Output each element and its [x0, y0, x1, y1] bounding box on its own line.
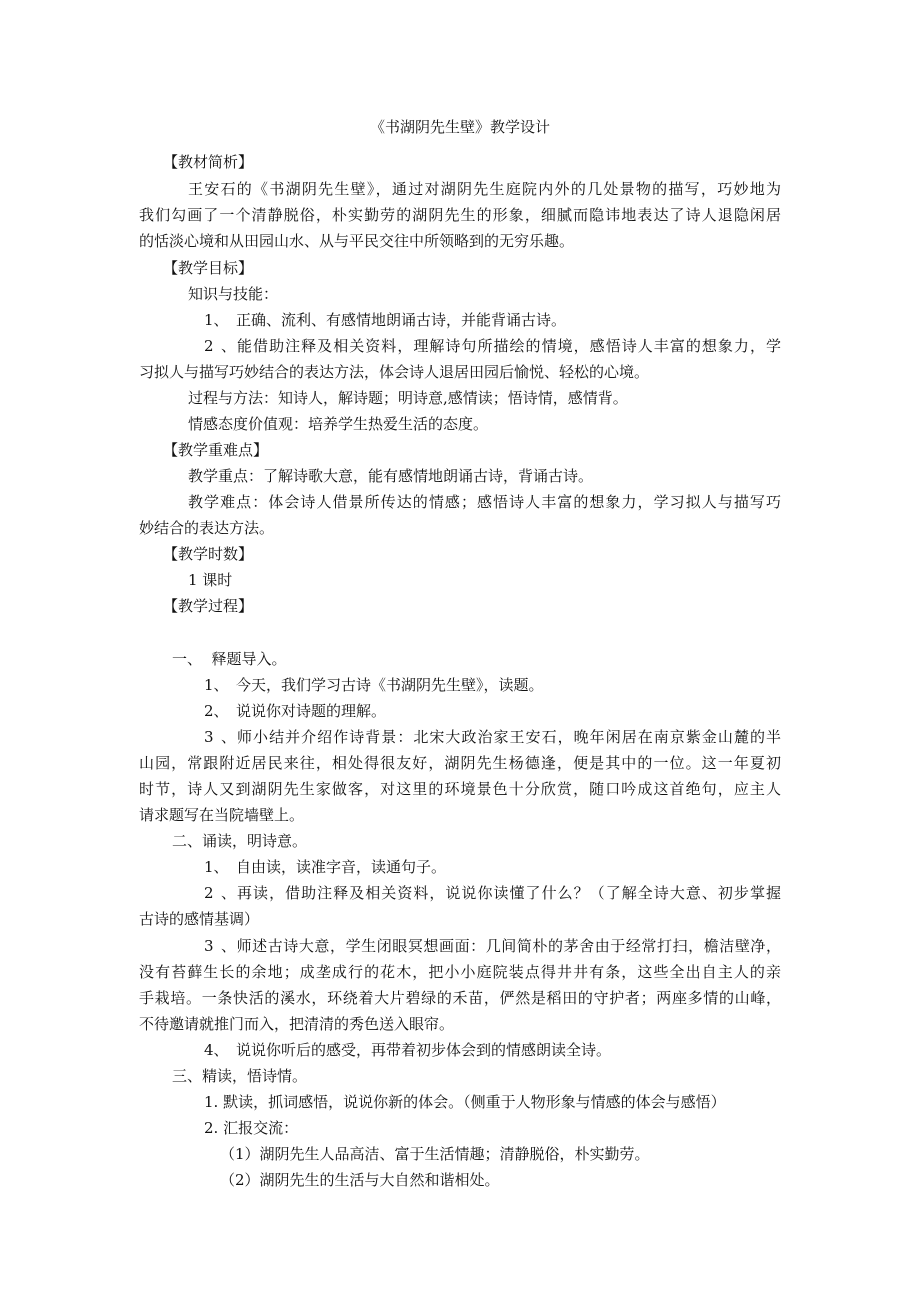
- keypoints-hard-continued: 妙结合的表达方法。: [139, 519, 275, 537]
- item-text: 说说你听后的感受，再带着初步体会到的情感朗读全诗。: [236, 1041, 612, 1059]
- step-item-continued: 时节，诗人又到湖阴先生家做客，对这里的环境景色十分欣赏，随口吟成这首绝句，应主人: [139, 780, 781, 798]
- item-number: 1、: [204, 676, 229, 694]
- step-item: [204, 675, 544, 695]
- step-item-continued: 不待邀请就推门而入，把清清的秀色送入眼帘。: [139, 1015, 455, 1033]
- analysis-paragraph-line: 王安石的《书湖阴先生壁》，通过对湖阴先生庭院内外的几处景物的描写，巧妙地为: [188, 180, 781, 198]
- item-number: 3、: [204, 728, 236, 746]
- keypoints-heading: 【教学重难点】: [163, 441, 269, 459]
- goals-emotion: 情感态度价值观：培养学生热爱生活的态度。: [188, 415, 489, 433]
- goals-process: 过程与方法：知诗人，解诗题；明诗意,感情读；悟诗情，感情背。: [188, 389, 628, 407]
- step-item: [204, 701, 386, 721]
- process-heading: 【教学过程】: [163, 597, 254, 615]
- item-number: 2、: [204, 884, 236, 902]
- step-item-continued: 手栽培。一条快活的溪水，环绕着大片碧绿的禾苗，俨然是稻田的守护者；两座多情的山峰，: [139, 989, 781, 1007]
- item-text: 今天，我们学习古诗《书湖阴先生壁》，读题。: [236, 676, 544, 694]
- analysis-heading: 【教材简析】: [163, 153, 254, 171]
- step-item: [204, 727, 781, 747]
- step-subitem: （1）湖阴先生人品高洁、富于生活情趣；清静脱俗，朴实勤劳。: [220, 1145, 650, 1163]
- goals-item: [204, 336, 781, 356]
- step-item-continued: 古诗的感情基调）: [139, 910, 260, 928]
- step-title: 三、精读，悟诗情。: [172, 1067, 308, 1085]
- step-item: [204, 883, 781, 903]
- item-number: 1、: [204, 858, 229, 876]
- item-number: 4、: [204, 1041, 229, 1059]
- page-title: 《书湖阴先生壁》教学设计: [369, 118, 550, 136]
- hours-value: 1 课时: [188, 571, 233, 589]
- step-item: [204, 936, 781, 956]
- item-text: 说说你对诗题的理解。: [236, 702, 387, 720]
- item-number: 3、: [204, 937, 236, 955]
- item-text: 再读，借助注释及相关资料，说说你读懂了什么？（了解全诗大意、初步掌握: [236, 884, 781, 902]
- step-subitem: （2）湖阴先生的生活与大自然和谐相处。: [220, 1171, 500, 1189]
- step-title: 一、 释题导入。: [172, 650, 287, 668]
- step-title: 二、诵读，明诗意。: [172, 832, 308, 850]
- item-text: 能借助注释及相关资料，理解诗句所描绘的情境，感悟诗人丰富的想象力，学: [236, 337, 781, 355]
- item-number: 2、: [204, 702, 229, 720]
- step-item: 1. 默读，抓词感悟，说说你新的体会。（侧重于人物形象与情感的体会与感悟）: [204, 1093, 726, 1111]
- step-item: 2. 汇报交流：: [204, 1119, 299, 1137]
- step-item: [204, 857, 446, 877]
- keypoints-hard: 教学难点：体会诗人借景所传达的情感；感悟诗人丰富的想象力，学习拟人与描写巧: [188, 493, 781, 511]
- keypoints-key: 教学重点：了解诗歌大意，能有感情地朗诵古诗，背诵古诗。: [188, 467, 594, 485]
- item-number: 1、: [204, 311, 229, 329]
- item-text: 正确、流利、有感情地朗诵古诗，并能背诵古诗。: [236, 311, 567, 329]
- step-item: [204, 1040, 611, 1060]
- hours-heading: 【教学时数】: [163, 545, 254, 563]
- item-text: 自由读，读准字音，读通句子。: [236, 858, 447, 876]
- goals-item-continued: 习拟人与描写巧妙结合的表达方法，体会诗人退居田园后愉悦、轻松的心境。: [139, 363, 650, 381]
- goals-item: [204, 310, 566, 330]
- analysis-paragraph-line: 我们勾画了一个清静脱俗，朴实勤劳的湖阴先生的形象，细腻而隐讳地表达了诗人退隐闲居: [139, 206, 781, 224]
- item-text: 师述古诗大意，学生闭眼冥想画面：几间简朴的茅舍由于经常打扫，檐洁壁净，: [236, 937, 781, 955]
- item-number: 2、: [204, 337, 236, 355]
- goals-heading: 【教学目标】: [163, 259, 254, 277]
- step-item-continued: 山园，常跟附近居民来往，相处得很友好，湖阴先生杨德逢，便是其中的一位。这一年夏初: [139, 754, 781, 772]
- step-item-continued: 没有苔藓生长的余地；成垄成行的花木，把小小庭院装点得井井有条，这些全出自主人的亲: [139, 963, 781, 981]
- goals-knowledge-label: 知识与技能：: [188, 285, 279, 303]
- item-text: 师小结并介绍作诗背景：北宋大政治家王安石，晚年闲居在南京紫金山麓的半: [236, 728, 781, 746]
- analysis-paragraph-line: 的恬淡心境和从田园山水、从与平民交往中所领略到的无穷乐趣。: [139, 232, 575, 250]
- step-item-continued: 请求题写在当院墙壁上。: [139, 806, 305, 824]
